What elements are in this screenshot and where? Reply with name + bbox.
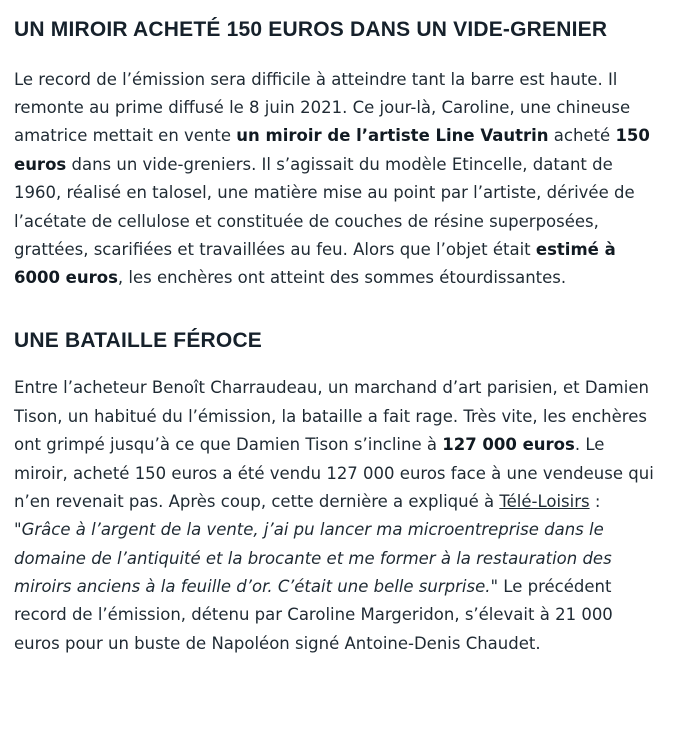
paragraph-2-quote: "Grâce à l’argent de la vente, j’ai pu lancer ma microentreprise dans le domaine de l’antiquité et la brocante et me former à la restauration des miroirs anciens à la feuille d’or. C’était une belle surprise." bbox=[14, 520, 612, 597]
paragraph-2-segment-1: Entre l’acheteur Benoît Charraudeau, un marchand d’art parisien, et Damien Tison, un habitué du l’émission, la bataille a fait rage. Très vite, les enchères ont grimpé jusqu’à ce que Damien Tison s’incline à bbox=[14, 378, 649, 455]
paragraph-1-bold-estimate: estimé à 6000 euros bbox=[14, 239, 616, 288]
tele-loisirs-link[interactable]: Télé-Loisirs bbox=[499, 491, 590, 511]
paragraph-1-segment-1: Le record de l’émission sera difficile à atteindre tant la barre est haute. Il remonte au prime diffusé le 8 juin 2021. Ce jour-là, Caroline, une chineuse amatrice mettait en vente bbox=[14, 69, 631, 146]
article-paragraph-2 bbox=[14, 374, 660, 658]
paragraph-2-segment-2: . Le miroir, acheté 150 euros a été vendu 127 000 euros face à une vendeuse qui n’en revenait pas. Après coup, cette dernière a expliqué à bbox=[14, 435, 654, 511]
paragraph-2-segment-4: Le précédent record de l’émission, détenu par Caroline Margeridon, s’élevait à 21 000 euros pour un buste de Napoléon signé Antoine-Denis Chaudet. bbox=[14, 577, 613, 653]
paragraph-2-segment-3: : bbox=[589, 491, 601, 511]
article-paragraph-1 bbox=[14, 66, 660, 293]
article-heading-secondary: UNE BATAILLE FÉROCE bbox=[14, 328, 263, 352]
paragraph-1-segment-4: , les enchères ont atteint des sommes étourdissantes. bbox=[117, 268, 567, 288]
article-heading-primary: UN MIROIR ACHETÉ 150 EUROS DANS UN VIDE-GRENIER bbox=[14, 18, 608, 41]
paragraph-1-segment-2: acheté bbox=[548, 126, 616, 146]
paragraph-1-bold-artist: un miroir de l’artiste Line Vautrin bbox=[236, 126, 549, 146]
paragraph-1-bold-price: 150 euros bbox=[14, 126, 650, 174]
paragraph-1-segment-3: dans un vide-greniers. Il s’agissait du modèle Etincelle, datant de 1960, réalisé en talosel, une matière mise au point par l’artiste, dérivée de l’acétate de cellulose et constituée de couches de résine superposées, grattées, scarifiées et travaillées au feu. Alors que l’objet était bbox=[14, 154, 635, 259]
paragraph-2-bold-final-price: 127 000 euros bbox=[442, 435, 575, 455]
